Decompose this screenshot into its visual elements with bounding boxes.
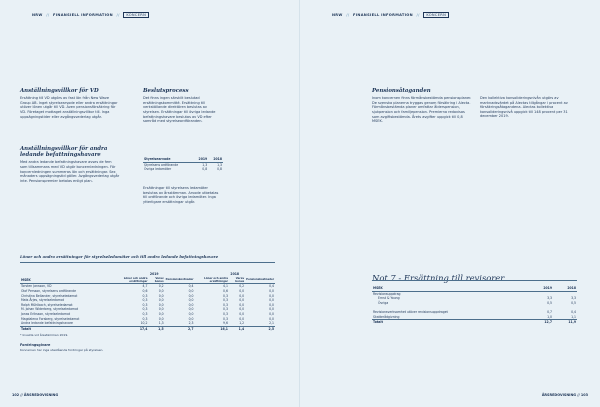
auditor-table: MSEK 2019 2018 Revisionsuppdrag Ernst & Young 3,3 3,3 Övriga 0,5 0,5 Revisionsverksamhet utöver revisionsuppdraget 0,7 0,4 Skatterådgivning 1,0 1,1 Totalt 12,7 11,9 (373, 286, 576, 325)
board-fee-year-2018: 2018 (213, 157, 222, 161)
table-row: Övriga 0,5 0,5 (378, 300, 576, 305)
table-row: Olof Persson, styrelsens ordförande 0,6 0,0 0,0 0,6 0,0 0,0 (21, 289, 274, 293)
table-footnote: * Invalda vid årsstämman 2019. (20, 333, 69, 338)
table-row: Magdalena Forsberg, styrelseledamot 0,3 0,0 0,0 0,3 0,0 0,0 (21, 316, 274, 321)
right-page (300, 0, 600, 407)
table-row: Revisionsverksamhet utöver revisionsuppdraget 0,7 0,4 (373, 309, 576, 314)
decision-text: Det finns ingen särskilt beslutad ersättningskommitté. Ersättning till verkställande direktören beslutas av styrelsen. Ersättningar till övriga ledande befattningshavare beslutas av VD efter samråd med styrelseordföranden. (143, 96, 216, 124)
section-tag: KONCERN (123, 12, 149, 18)
table-row: Ralph Mühlbach, styrelseledamot 0,3 0,0 0,0 0,3 0,0 0,0 (21, 302, 274, 307)
table-row: Mats Årjes, styrelseledamot 0,3 0,0 0,0 0,3 0,0 0,0 (21, 298, 274, 303)
note-7-title: Not 7 - Ersättning till revisorer (372, 273, 505, 283)
board-fee-paragraph: Ersättningar till styrelsens ledamöter beslutas av årsstämman. Arvode utbetalas till ordförande och övriga ledamöter. Inga ytterligare ersättningar utgår. (143, 186, 219, 204)
management-heading: Anställningsvillkor för andra ledande befattningshavare (20, 146, 108, 159)
pension-section (372, 88, 472, 124)
table-row: Skatterådgivning 1,0 1,1 (373, 314, 576, 319)
board-fee-header: Styrelsearvode (144, 157, 171, 161)
pension-text-b: Den kollektiva konsolideringsnivån utgörs av marknadsvärdet på Alectas tillgångar i procent av försäkringsåtagandena. Alectas kollektiva konsolideringsnivå uppgick till 148 procent per 31 december 2019. (480, 96, 568, 119)
vd-text: Ersättning till VD utgörs av fast lön från New Wave Group AB. Inget styrelsearvode eller andra ersättningar utöver lönen utgår till VD. Även pensionsförsäkring för VD. Företaget mottaget anställningsvillkor till. Inga uppsägningstider eller avgångsvederlag utgår. (20, 96, 118, 119)
vd-section (20, 88, 120, 119)
table-row: Andra ledande befattningshavare 10,2 1,3 2,3 9,6 1,2 2,1 (21, 321, 274, 326)
section-label: FINANSIELL INFORMATION (53, 13, 113, 17)
divider (372, 280, 577, 281)
receivables-heading: Fordringsgivare (20, 343, 51, 348)
table-row: Christina Bellander, styrelseledamot 0,3 0,0 0,0 0,3 0,0 0,0 (21, 293, 274, 298)
pension-heading: Pensionsåtaganden (372, 88, 431, 94)
management-section (20, 146, 120, 183)
decision-heading: Beslutsprocess (143, 88, 189, 94)
pension-section-col2 (480, 96, 580, 119)
table-label-header: MSEK (21, 277, 31, 282)
table-row: Jonas Eriksson, styrelseledamot 0,3 0,0 0,0 0,3 0,0 0,0 (21, 311, 274, 316)
table-row: Totalt 12,7 11,9 (373, 320, 576, 325)
total-row: Totalt 17,4 1,5 2,7 16,1 1,4 2,5 (21, 326, 274, 331)
board-fee-year-2019: 2019 (198, 157, 208, 161)
compensation-table-title: Löner och andra ersättningar för styrelseledamöter och till andra ledande befattningshavare (20, 254, 219, 259)
pension-text-a: Inom koncernen finns förmånsbestämda pensionsplaner. De svenska planerna tryggas genom försäkring i Alecta. Förmånsbestämda planer omfattar ålderspension, sjukpension och familjepension. Premierna redovisas som avgiftsbestämda. Årets avgifter uppgick till 0,8 MSEK. (372, 96, 472, 124)
page-header-right: NRW // FINANSIELL INFORMATION // KONCERN (332, 13, 449, 17)
table-row: Ernst & Young 3,3 3,3 (378, 296, 576, 301)
vd-heading: Anställningsvillkor för VD (20, 88, 99, 94)
compensation-section (20, 254, 275, 259)
table-row: Revisionsuppdrag (373, 291, 401, 296)
group-2018: 2018 (230, 272, 240, 276)
table-row: M. Johan Widerberg, styrelseledamot 0,3 0,0 0,0 0,3 0,0 0,0 (21, 307, 274, 312)
group-2019: 2019 (149, 272, 159, 276)
page-header-left: NRW // FINANSIELL INFORMATION // KONCERN (32, 13, 149, 17)
table-row: Övriga ledamöter 0,8 0,8 (144, 167, 222, 172)
board-fee-table (143, 157, 223, 172)
receivables-text: Koncernen har inga utestående fordringar på styrelsen. (20, 348, 104, 353)
page-footer-left: 102 // ÅRSREDOVISNING (12, 393, 59, 397)
compensation-table: 2019 2018 MSEK Löner och andra ersättningar Varav bonus Pensionskostnader Löner och andra ersättningar Varav bonus Pensionskostnader Torsten Jansson, VD 4,7 0,2 0,4 4,1 0,2 0,4 Olof Persson, styrelsens ordförande 0,6 0,0 0,0 0,6 0,0 0,0 Christina Bellander, styrelseledamot 0,3 0,0 0,0 0,3 0,0 0,0 Mats Årjes, styrelseledamot 0,3 0,0 0,0 0,3 0,0 0,0 Ralph Mühlbach, styrelseledamot 0,3 0,0 0,0 0,3 0,0 0,0 M. Johan Widerberg, styrelseledamot 0,3 0,0 0,0 0,3 0,0 0,0 Jonas Eriksson, styrelseledamot 0,3 0,0 0,0 0,3 0,0 0,0 Magdalena Forsberg, styrelseledamot 0,3 0,0 0,0 0,3 0,0 0,0 Andra ledande befattningshavare 10,2 1,3 2,3 9,6 1,2 2,1 Totalt 17,4 1,5 2,7 16,1 1,4 2,5 * Invalda vid årsstämman 2019. Fordringsgivare Koncernen har inga utestående fordringar på styrelsen. (20, 272, 274, 353)
board-fee-text (143, 186, 223, 204)
divider (20, 262, 275, 263)
management-text: Med andra ledande befattningshavare avses de fem som tillsammans med VD utgör koncernledningen. För koncernledningen summeras lön och ersättningar. Sex månaders uppsägningstid gäller. Avgångsvederlag utgår inte. Pensionspremier betalas enligt plan. (20, 160, 120, 183)
decision-section (143, 88, 223, 124)
table-row: Torsten Jansson, VD 4,7 0,2 0,4 4,1 0,2 0,4 (21, 284, 274, 289)
table-row: Styrelsens ordförande 1,3 1,3 (144, 162, 222, 167)
brand-label: NRW (32, 13, 43, 17)
page-footer-right: ÅRSREDOVISNING // 103 (541, 393, 588, 397)
